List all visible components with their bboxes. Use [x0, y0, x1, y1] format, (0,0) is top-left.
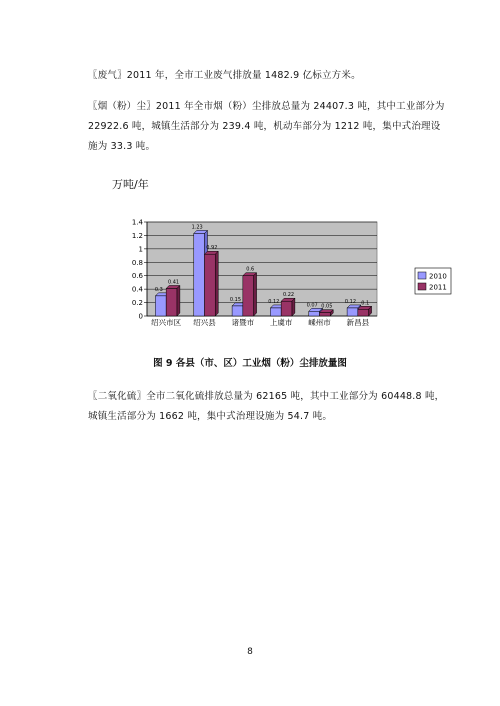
bar-2010-0 — [155, 296, 166, 316]
bar-side — [254, 273, 257, 316]
dust-emission-bar-chart — [0, 0, 500, 350]
y-tick-label: 0.6 — [131, 272, 143, 281]
bar-2011-4 — [320, 313, 331, 316]
bar-2010-5 — [347, 308, 358, 316]
data-label: 0.05 — [321, 303, 333, 310]
data-label: 0.3 — [154, 286, 163, 293]
bar-side — [215, 251, 218, 316]
data-label: 0.41 — [167, 279, 180, 286]
page-number: 8 — [247, 647, 253, 657]
y-tick-label: 1.2 — [131, 231, 143, 240]
bar-2011-1 — [205, 254, 216, 316]
x-category-label: 嵊州市 — [308, 318, 331, 327]
figure-caption: 图 9 各县（市、区）工业烟（粉）尘排放量图 — [153, 358, 347, 369]
data-label: 0.12 — [344, 298, 357, 305]
bar-2010-4 — [309, 311, 320, 316]
data-label: 0.6 — [246, 266, 255, 273]
legend-swatch-2011 — [418, 283, 426, 290]
plot-area — [147, 222, 377, 316]
data-label: 0.15 — [229, 296, 242, 303]
data-label: 1.23 — [191, 224, 203, 231]
y-tick-label: 0 — [138, 312, 143, 321]
legend-label-2010: 2010 — [429, 272, 447, 281]
legend-label-2011: 2011 — [429, 283, 447, 292]
x-category-label: 诸暨市 — [231, 318, 255, 327]
legend-swatch-2010 — [418, 272, 426, 279]
paragraph-dust: 〖烟（粉）尘〗2011 年全市烟（粉）尘排放总量为 24407.3 吨，其中工业部分为 22922.6 吨，城镇生活部分为 239.4 吨，机动车部分为 1212 吨，集中式治理设施为 33.3 吨。 — [88, 101, 445, 152]
x-category-label: 绍兴县 — [193, 318, 216, 327]
bar-2011-3 — [281, 301, 292, 316]
x-category-label: 新昌县 — [346, 318, 370, 327]
y-tick-label: 0.2 — [131, 299, 143, 308]
bar-2011-5 — [358, 309, 369, 316]
bar-side — [292, 298, 295, 316]
paragraph-sulfur-dioxide: 〖二氧化硫〗全市二氧化硫排放总量为 62165 吨，其中工业部分为 60448.8 吨，城镇生活部分为 1662 吨，集中式治理设施为 54.7 吨。 — [88, 391, 445, 422]
data-label: 0.1 — [361, 300, 370, 307]
data-label: 0.12 — [268, 298, 280, 305]
bar-2011-2 — [243, 276, 254, 316]
y-tick-label: 1.4 — [131, 218, 143, 227]
bar-2010-2 — [232, 306, 243, 316]
data-label: 0.22 — [282, 292, 295, 299]
data-label: 0.07 — [306, 302, 318, 309]
y-tick-label: 0.4 — [131, 285, 143, 294]
bar-2011-0 — [166, 288, 177, 316]
x-category-label: 上虞市 — [269, 318, 293, 327]
chart-unit-label: 万吨/年 — [112, 178, 149, 191]
bar-side — [177, 285, 180, 316]
bar-2010-3 — [270, 308, 281, 316]
bar-2010-1 — [194, 233, 205, 316]
x-category-label: 绍兴市区 — [151, 318, 182, 327]
paragraph-waste-gas: 〖废气〗2011 年，全市工业废气排放量 1482.9 亿标立方米。 — [88, 70, 361, 81]
y-tick-label: 0.8 — [131, 258, 143, 267]
data-label: 0.92 — [206, 245, 218, 252]
y-tick-label: 1 — [138, 245, 143, 254]
